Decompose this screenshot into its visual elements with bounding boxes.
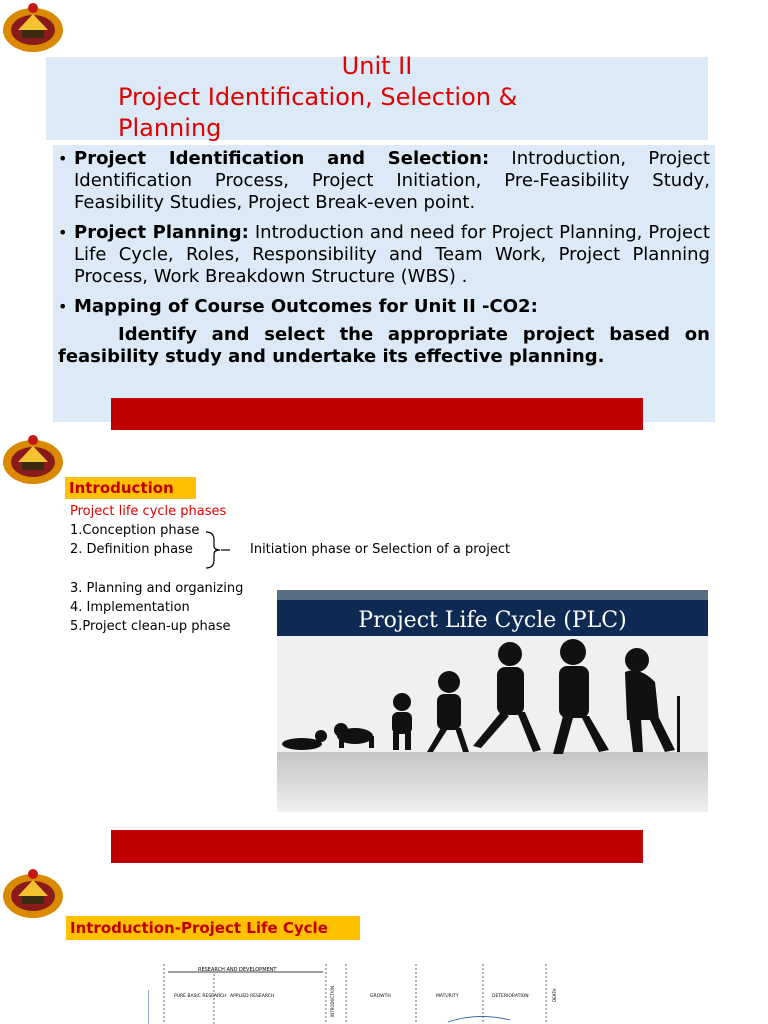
- phase-item: 5.Project clean-up phase: [70, 619, 231, 634]
- phase-item: 4. Implementation: [70, 600, 190, 615]
- plc-diagram: [148, 962, 568, 1024]
- plc-illustration: [277, 590, 708, 812]
- bullet-icon: •: [58, 149, 68, 168]
- diagram-column-label: PURE BASIC RESEARCH: [174, 994, 227, 999]
- bullet-icon: •: [58, 297, 68, 316]
- slide-divider-bar: [111, 830, 643, 863]
- bullet-mapping: • Mapping of Course Outcomes for Unit II -CO2:: [58, 296, 538, 317]
- diagram-column-label: GROWTH: [370, 994, 391, 999]
- diagram-top-label: RESEARCH AND DEVELOPMENT: [198, 967, 277, 973]
- diagram-column-label: INTRODUCTION: [330, 985, 335, 1017]
- diagram-column-label: DEATH: [552, 988, 557, 1002]
- bullet-planning: • Project Planning: Introduction and need for Project Planning, Project Life Cycle, Roles, Responsibility and Team Work, Project Planning Process, Work Breakdown Structure (WBS) .: [58, 222, 710, 287]
- bracket-icon: [204, 530, 234, 570]
- phases-subheading: Project life cycle phases: [70, 504, 227, 519]
- slide-divider-bar: [111, 398, 643, 430]
- diagram-column-label: DETERIORATION: [492, 994, 529, 999]
- college-logo-icon: [0, 432, 66, 486]
- bullet-identification: • Project Identification and Selection: Introduction, Project Identification Process, Project Initiation, Pre-Feasibility Study, Feasibility Studies, Project Break-even point.: [58, 148, 710, 213]
- unit-subtitle: Project Identification, Selection & Planning: [118, 83, 518, 142]
- plc-image-title: Project Life Cycle (PLC): [277, 590, 708, 636]
- phase-item: 1.Conception phase: [70, 523, 200, 538]
- college-logo-icon: [0, 0, 66, 54]
- diagram-column-label: APPLIED RESEARCH: [230, 994, 275, 999]
- section-heading: Introduction-Project Life Cycle: [66, 916, 360, 940]
- evolution-silhouettes-icon: [277, 636, 708, 812]
- section-heading: Introduction: [65, 477, 196, 499]
- bullet-icon: •: [58, 223, 68, 242]
- bracket-note: Initiation phase or Selection of a project: [250, 542, 511, 557]
- phase-item: 2. Definition phase: [70, 542, 193, 557]
- phase-item: 3. Planning and organizing: [70, 581, 244, 596]
- college-logo-icon: [0, 866, 66, 920]
- diagram-column-label: MATURITY: [436, 994, 459, 999]
- co-statement: Identify and select the appropriate project based on feasibility study and undertake its effective planning.: [58, 324, 710, 367]
- unit-title: Unit II: [341, 52, 413, 80]
